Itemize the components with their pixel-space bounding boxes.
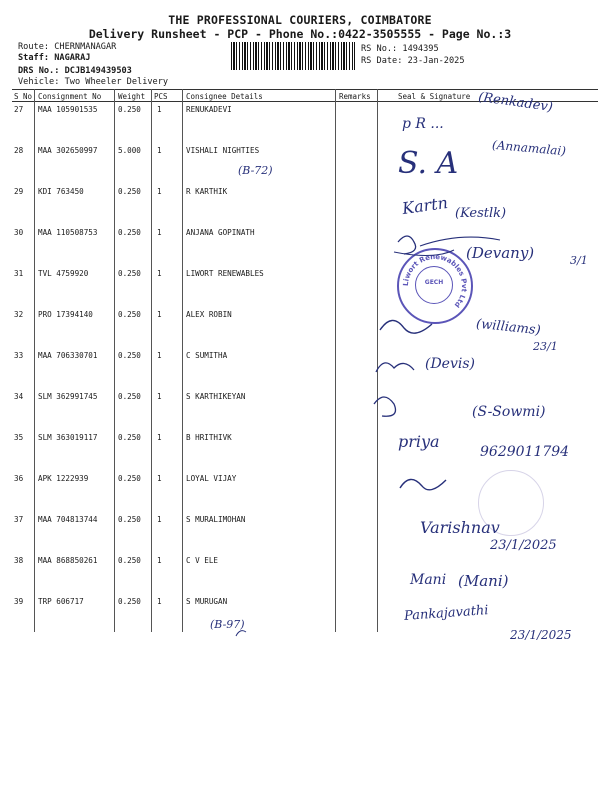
col-header-pcs: PCS [154, 92, 168, 101]
cell-sno: 34 [14, 392, 24, 401]
handwritten-note: (B-72) [238, 164, 273, 177]
cell-consignee: S MURUGAN [186, 597, 228, 606]
cell-consignee: RENUKADEVI [186, 105, 232, 114]
cell-consignment: MAA 302650997 [38, 146, 98, 155]
cell-pcs: 1 [157, 392, 162, 401]
handwritten-note: (Kestlk) [455, 206, 507, 221]
handwritten-signature: priya [398, 432, 440, 451]
cell-consignee: ALEX ROBIN [186, 310, 232, 319]
cell-weight: 0.250 [118, 228, 141, 237]
cell-sno: 30 [14, 228, 24, 237]
handwritten-note: (williams) [475, 316, 542, 339]
cell-sno: 27 [14, 105, 24, 114]
cell-consignment: MAA 706330701 [38, 351, 98, 360]
handwritten-signature: Pankajavathi [403, 603, 489, 624]
runsheet-subtitle: Delivery Runsheet - PCP - Phone No.:0422-3505555 - Page No.:3 [88, 27, 512, 41]
drs-label: DRS No.: [18, 66, 60, 76]
company-title: THE PROFESSIONAL COURIERS, COIMBATORE [168, 13, 432, 27]
handwritten-date: 23/1/2025 [490, 538, 557, 553]
handwritten-note: (Mani) [458, 572, 509, 590]
col-header-weight: Weight [118, 92, 146, 101]
rs-date-value: 23-Jan-2025 [407, 56, 465, 66]
handwritten-note: (Annamalai) [491, 137, 567, 159]
cell-sno: 35 [14, 433, 24, 442]
cell-consignment: MAA 110508753 [38, 228, 98, 237]
cell-weight: 0.250 [118, 310, 141, 319]
cell-sno: 33 [14, 351, 24, 360]
cell-consignee: B HRITHIVK [186, 433, 232, 442]
handwritten-note: (Renkadev) [477, 89, 554, 116]
vehicle-value: Two Wheeler Delivery [64, 77, 169, 87]
handwritten-note: (Devany) [466, 244, 535, 262]
cell-pcs: 1 [157, 597, 162, 606]
col-header-sno: S No [14, 92, 33, 101]
cell-weight: 0.250 [118, 474, 141, 483]
cell-weight: 0.250 [118, 269, 141, 278]
col-header-signature: Seal & Signature [398, 92, 471, 101]
cell-pcs: 1 [157, 187, 162, 196]
cell-sno: 36 [14, 474, 24, 483]
cell-weight: 0.250 [118, 597, 141, 606]
cell-pcs: 1 [157, 228, 162, 237]
seal-center-text: GECH [424, 279, 444, 286]
cell-consignment: APK 1222939 [38, 474, 89, 483]
cell-consignment: TRP 606717 [38, 597, 84, 606]
staff-label: Staff: [18, 53, 50, 63]
cell-pcs: 1 [157, 474, 162, 483]
col-header-consignment: Consignment No [38, 92, 102, 101]
cell-pcs: 1 [157, 269, 162, 278]
cell-consignment: MAA 868850261 [38, 556, 98, 565]
vehicle-label: Vehicle: [18, 77, 60, 87]
handwritten-signature: Mani [410, 572, 447, 588]
rs-no-value: 1494395 [402, 44, 439, 54]
cell-sno: 32 [14, 310, 24, 319]
route-label: Route: [18, 42, 50, 52]
cell-consignment: MAA 105901535 [38, 105, 98, 114]
handwritten-note: (S-Sowmi) [472, 404, 546, 420]
cell-consignment: PRO 17394140 [38, 310, 93, 319]
handwritten-signature: p R ... [402, 116, 444, 132]
col-header-remarks: Remarks [339, 92, 371, 101]
cell-sno: 29 [14, 187, 24, 196]
cell-pcs: 1 [157, 105, 162, 114]
cell-pcs: 1 [157, 351, 162, 360]
col-header-consignee: Consignee Details [186, 92, 263, 101]
cell-consignee: C SUMITHA [186, 351, 228, 360]
handwritten-signature: Varishnav [420, 518, 500, 537]
handwritten-note: (Devis) [425, 356, 476, 372]
cell-consignee: ANJANA GOPINATH [186, 228, 255, 237]
rs-no-label: RS No.: [361, 44, 398, 54]
cell-consignee: C V ELE [186, 556, 219, 565]
cell-consignment: SLM 362991745 [38, 392, 98, 401]
cell-weight: 0.250 [118, 433, 141, 442]
cell-weight: 0.250 [118, 351, 141, 360]
cell-consignment: MAA 704813744 [38, 515, 98, 524]
svg-text:Liwort Renewables Pvt Ltd: Liwort Renewables Pvt Ltd [401, 252, 469, 309]
handwritten-signature: Kartn [400, 192, 449, 219]
handwritten-note: (B-97) [210, 618, 245, 631]
staff-value: NAGARAJ [54, 53, 91, 63]
cell-consignment: KDI 763450 [38, 187, 84, 196]
cell-pcs: 1 [157, 556, 162, 565]
cell-weight: 0.250 [118, 392, 141, 401]
cell-consignee: VISHALI NIGHTIES [186, 146, 260, 155]
cell-pcs: 1 [157, 433, 162, 442]
cell-sno: 38 [14, 556, 24, 565]
cell-consignee: LOYAL VIJAY [186, 474, 237, 483]
cell-weight: 0.250 [118, 515, 141, 524]
cell-sno: 37 [14, 515, 24, 524]
cell-sno: 31 [14, 269, 24, 278]
cell-consignment: TVL 4759920 [38, 269, 89, 278]
route-value: CHERNMANAGAR [54, 42, 117, 52]
handwritten-date: 23/1/2025 [510, 628, 572, 642]
cell-sno: 28 [14, 146, 24, 155]
handwritten-phone: 9629011794 [480, 444, 570, 460]
cell-weight: 0.250 [118, 105, 141, 114]
cell-pcs: 1 [157, 146, 162, 155]
rs-date-label: RS Date: [361, 56, 403, 66]
cell-consignee: S MURALIMOHAN [186, 515, 246, 524]
cell-weight: 0.250 [118, 187, 141, 196]
cell-weight: 0.250 [118, 556, 141, 565]
cell-consignee: R KARTHIK [186, 187, 228, 196]
cell-consignment: SLM 363019117 [38, 433, 98, 442]
cell-consignee: S KARTHIKEYAN [186, 392, 246, 401]
cell-sno: 39 [14, 597, 24, 606]
handwritten-date: 3/1 [570, 254, 588, 267]
drs-value: DCJB149439503 [64, 66, 132, 76]
handwritten-signature: S. A [398, 146, 459, 181]
cell-weight: 5.000 [118, 146, 141, 155]
cell-consignee: LIWORT RENEWABLES [186, 269, 264, 278]
handwritten-date: 23/1 [533, 340, 558, 353]
cell-pcs: 1 [157, 515, 162, 524]
cell-pcs: 1 [157, 310, 162, 319]
